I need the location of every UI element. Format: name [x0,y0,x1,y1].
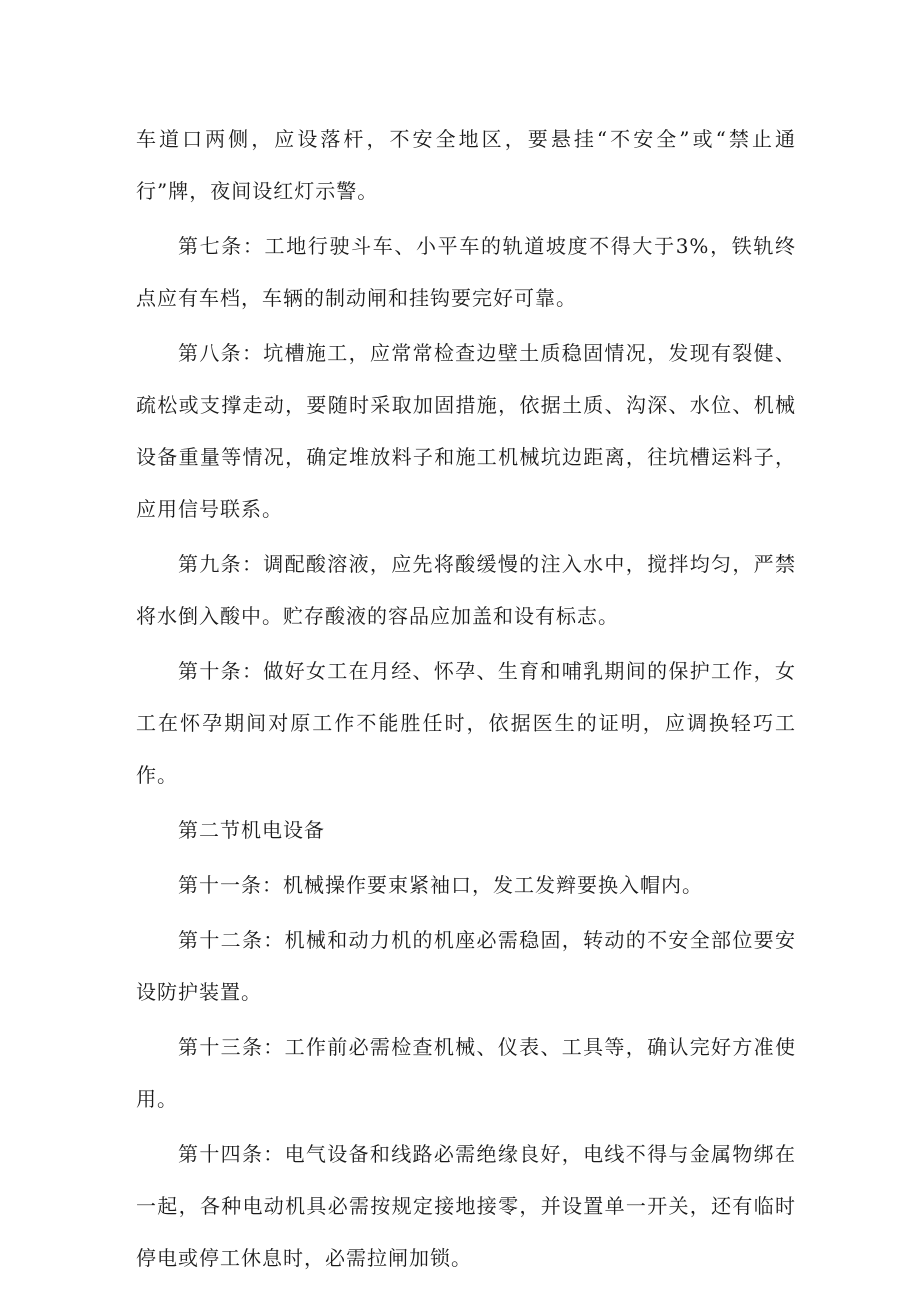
paragraph-article-14: 第十四条：电气设备和线路必需绝缘良好，电线不得与金属物绑在一起，各种电动机具必需按规定接地接零，并设置单一开关，还有临时停电或停工休息时，必需拉闸加锁。 [136,1142,796,1270]
paragraph-crossing-safety: 车道口两侧，应设落杆，不安全地区，要悬挂“不安全”或“禁止通行”牌，夜间设红灯示警。 [136,127,796,203]
paragraph-article-13: 第十三条：工作前必需检查机械、仪表、工具等，确认完好方准使用。 [136,1035,796,1111]
paragraph-article-7: 第七条：工地行驶斗车、小平车的轨道坡度不得大于3%，铁轨终点应有车档，车辆的制动闸和挂钩要完好可靠。 [136,234,796,310]
document-body [136,113,796,1284]
paragraph-article-12: 第十二条：机械和动力机的机座必需稳固，转动的不安全部位要安设防护装置。 [136,928,796,1004]
paragraph-article-9: 第九条：调配酸溶液，应先将酸缓慢的注入水中，搅拌均匀，严禁将水倒入酸中。贮存酸液的容品应加盖和设有标志。 [136,552,796,628]
paragraph-article-10: 第十条：做好女工在月经、怀孕、生育和哺乳期间的保护工作，女工在怀孕期间对原工作不能胜任时，依据医生的证明，应调换轻巧工作。 [136,659,796,787]
section-heading: 第二节机电设备 [178,818,325,842]
paragraph-article-11: 第十一条：机械操作要束紧袖口，发工发辫要换入帽内。 [178,873,703,897]
paragraph-article-8: 第八条：坑槽施工，应常常检查边壁土质稳固情况，发现有裂健、疏松或支撑走动，要随时采取加固措施，依据土质、沟深、水位、机械设备重量等情况，确定堆放料子和施工机械坑边距离，往坑槽运料子，应用信号联系。 [136,341,796,521]
